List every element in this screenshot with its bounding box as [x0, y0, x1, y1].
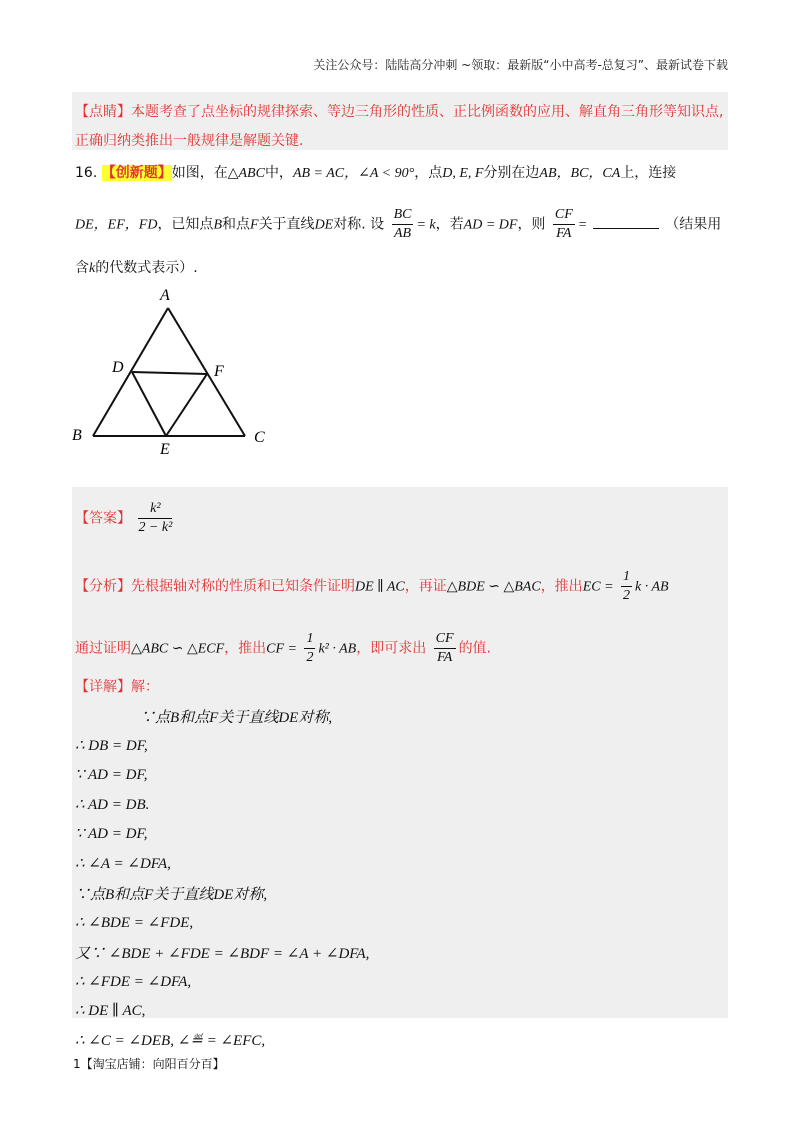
label-c: C — [254, 429, 265, 446]
problem-text: 中， — [264, 165, 293, 181]
problem-text: 分别在边 — [483, 165, 540, 181]
math-expr: k — [89, 261, 96, 276]
proof-step: ∵ AD = DF, — [75, 826, 148, 842]
detail-tag: 【详解】 — [75, 679, 131, 695]
problem-text: ，已知点 — [157, 216, 214, 233]
problem-text: 对称. 设 — [333, 216, 385, 233]
problem-text: 和点 — [222, 216, 250, 233]
note-line-1 — [75, 101, 723, 121]
proof-step: ∴ ∠A = ∠DFA, — [75, 855, 171, 872]
problem-text: 如图，在 — [171, 165, 228, 181]
math-expr: AD = DF — [463, 217, 518, 233]
problem-line-1 — [75, 162, 676, 182]
problem-line-3 — [75, 257, 198, 277]
math-expr: k · AB — [634, 579, 669, 595]
problem-text: ，点 — [414, 165, 443, 181]
math-expr: DE — [314, 217, 334, 233]
detail-header — [75, 676, 159, 696]
math-expr: = k — [416, 217, 436, 233]
answer-blank[interactable] — [593, 228, 659, 229]
analysis-line-1 — [75, 568, 669, 605]
math-expr: △BDE ∽ △BAC — [446, 579, 541, 595]
proof-step: ∵点B和点F关于直线DE对称, — [75, 887, 268, 903]
math-expr: = — [577, 217, 588, 233]
label-d: D — [112, 359, 124, 376]
proof-step: ∴ DB = DF, — [75, 737, 148, 754]
proof-step: ∴ ∠FDE = ∠DFA, — [75, 973, 192, 990]
fraction-bc-ab: $\frac{BC}{AB}$ — [393, 207, 412, 241]
triangle-figure — [60, 280, 290, 460]
label-f: F — [214, 363, 224, 380]
math-expr: F — [250, 217, 259, 233]
math-expr: CF = — [266, 641, 297, 657]
proof-step: ∴ DE ∥ AC, — [75, 1003, 146, 1019]
answer-fraction: $\frac{\text{k²}}{\text{2 − k²}}$ — [138, 501, 173, 535]
proof-step: 又∵ ∠BDE + ∠FDE = ∠BDF = ∠A + ∠DFA, — [75, 946, 370, 962]
problem-text: 含 — [75, 260, 89, 276]
note-tag: 【点睛】 — [75, 104, 131, 120]
problem-line-2 — [75, 206, 721, 243]
note-line-2: 正确归纳类推出一般规律是解题关键. — [75, 133, 304, 149]
math-expr: EC = — [582, 579, 614, 595]
analysis-text: ，推出 — [540, 578, 583, 595]
problem-text: 上，连接 — [620, 165, 677, 181]
innovation-tag: 【创新题】 — [101, 165, 172, 181]
fraction-cf-fa: $\frac{CF}{FA}$ — [435, 631, 454, 665]
half-fraction: $\frac{1}{2}$ — [306, 631, 314, 665]
solution-box — [72, 487, 728, 1018]
problem-text: ，则 — [517, 216, 546, 233]
math-expr: AB = AC，∠A < 90° — [292, 166, 415, 181]
proof-step: ∴ ∠BDE = ∠FDE, — [75, 914, 194, 931]
page-footer: 1【淘宝店铺：向阳百分百】 — [73, 1057, 225, 1071]
analysis-text: 通过证明 — [75, 640, 131, 657]
analysis-tag: 【分析】 — [75, 578, 131, 595]
page-header: 关注公众号：陆陆高分冲刺 ~领取：最新版“小中高考-总复习”、最新试卷下载 — [313, 58, 728, 72]
math-expr: △ABC ∽ △ECF — [131, 641, 225, 657]
analysis-text: ，再证 — [404, 578, 447, 595]
half-fraction: $\frac{1}{2}$ — [622, 569, 630, 603]
note-text-1: 本题考查了点坐标的规律探索、等边三角形的性质、正比例函数的应用、解直角三角形等知识点, — [131, 104, 724, 120]
answer-line — [75, 500, 175, 537]
math-expr: k² · AB — [318, 641, 357, 657]
label-e: E — [160, 441, 170, 458]
math-expr: DE，EF，FD — [75, 217, 158, 233]
proof-step: ∵点B和点F关于直线DE对称, — [140, 710, 333, 726]
analysis-text: 的值. — [458, 640, 492, 657]
problem-text: 的代数式表示）. — [95, 260, 198, 276]
analysis-text: ，即可求出 — [356, 640, 427, 657]
fraction-cf-fa: $\frac{CF}{FA}$ — [554, 207, 573, 241]
math-expr: D, E, F — [442, 166, 484, 181]
math-expr: AB，BC，CA — [539, 166, 621, 181]
proof-step: ∵ AD = DF, — [75, 767, 148, 783]
proof-step: ∴ AD = DB. — [75, 796, 150, 813]
label-a: A — [160, 287, 170, 304]
analysis-line-2 — [75, 630, 491, 667]
math-expr: B — [213, 217, 222, 233]
analysis-text: ，推出 — [224, 640, 267, 657]
problem-text: （结果用 — [665, 216, 722, 233]
analysis-text: 先根据轴对称的性质和已知条件证明 — [131, 578, 355, 595]
problem-text: 关于直线 — [258, 216, 315, 233]
math-expr: DE ∥ AC — [355, 579, 405, 595]
detail-head: 解： — [131, 679, 159, 695]
label-b: B — [72, 427, 82, 444]
proof-step: ∴ ∠C = ∠DEB, ∠≝ = ∠EFC, — [75, 1032, 266, 1049]
answer-tag: 【答案】 — [75, 510, 131, 527]
problem-number: 16. — [75, 165, 98, 181]
problem-text: ，若 — [435, 216, 464, 233]
math-expr: △ABC — [227, 166, 265, 181]
